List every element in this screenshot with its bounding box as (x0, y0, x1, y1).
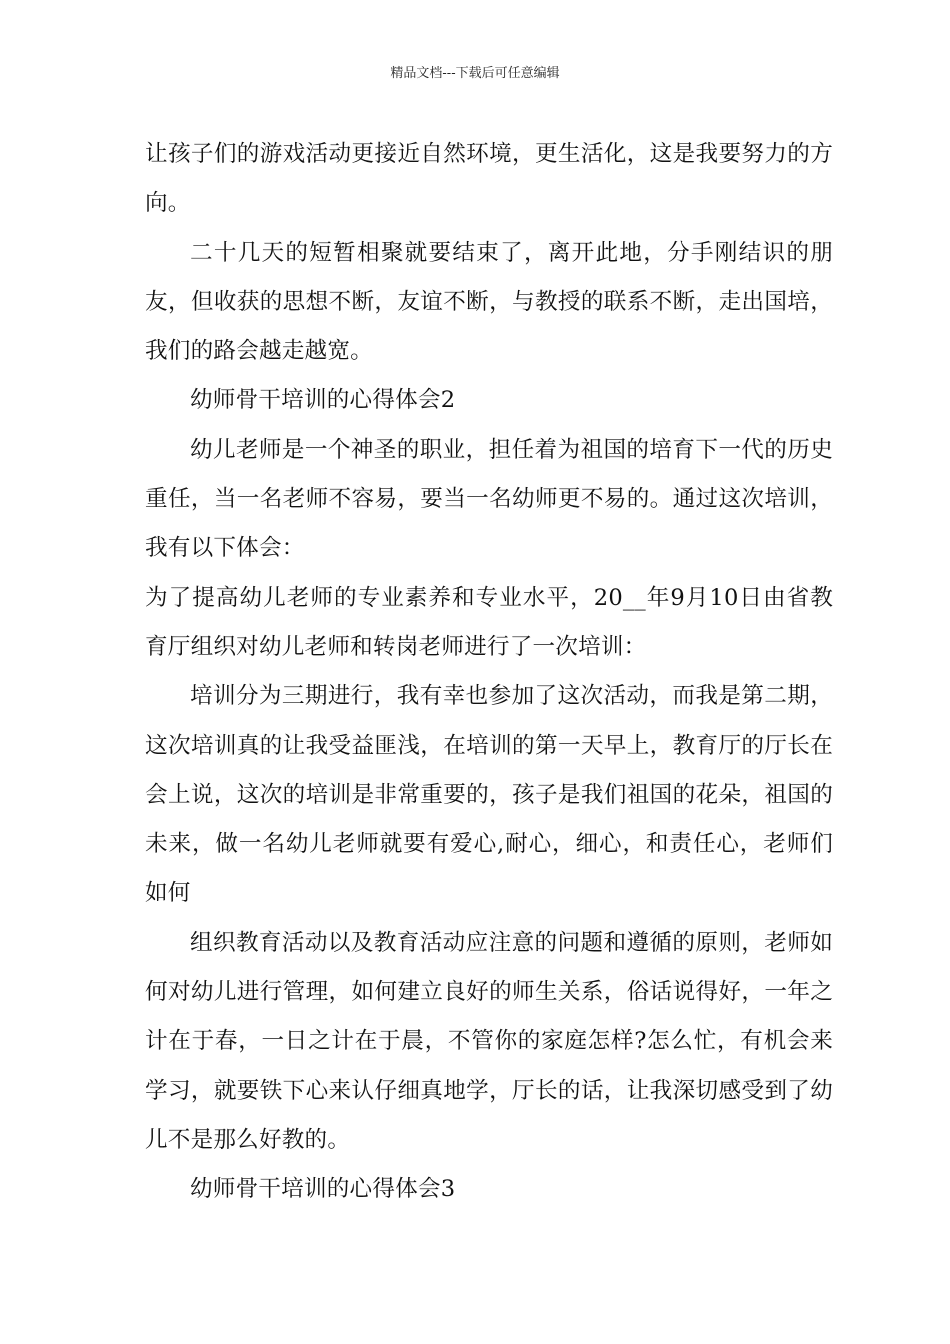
paragraph-3: 幼儿老师是一个神圣的职业，担任着为祖国的培育下一代的历史重任，当一名老师不容易，要当一名幼师更不易的。通过这次培训，我有以下体会： (145, 436, 833, 562)
paragraph-2: 二十几天的短暂相聚就要结束了，离开此地，分手刚结识的朋友，但收获的思想不断，友谊不断，与教授的联系不断，走出国培，我们的路会越走越宽。 (145, 239, 833, 365)
page-header: 精品文档---下载后可任意编辑 (390, 66, 560, 81)
paragraph-1: 让孩子们的游戏活动更接近自然环境，更生活化，这是我要努力的方向。 (145, 141, 833, 217)
paragraph-4: 为了提高幼儿老师的专业素养和专业水平，20__年9月10日由省教育厅组织对幼儿老师和转岗老师进行了一次培训： (145, 584, 833, 660)
section-heading-3: 幼师骨干培训的心得体会3 (190, 1176, 456, 1203)
paragraph-6: 组织教育活动以及教育活动应注意的问题和遵循的原则，老师如何对幼儿进行管理，如何建立良好的师生关系，俗话说得好，一年之计在于春，一日之计在于晨，不管你的家庭怎样?怎么忙，有机会来学习，就要铁下心来认仔细真地学，厅长的话，让我深切感受到了幼儿不是那么好教的。 (145, 929, 833, 1153)
paragraph-5: 培训分为三期进行，我有幸也参加了这次活动，而我是第二期，这次培训真的让我受益匪浅，在培训的第一天早上，教育厅的厅长在会上说，这次的培训是非常重要的，孩子是我们祖国的花朵，祖国的未来，做一名幼儿老师就要有爱心,耐心，细心，和责任心，老师们如何 (145, 683, 833, 907)
section-heading-2: 幼师骨干培训的心得体会2 (190, 387, 456, 414)
document-body (145, 130, 833, 1215)
